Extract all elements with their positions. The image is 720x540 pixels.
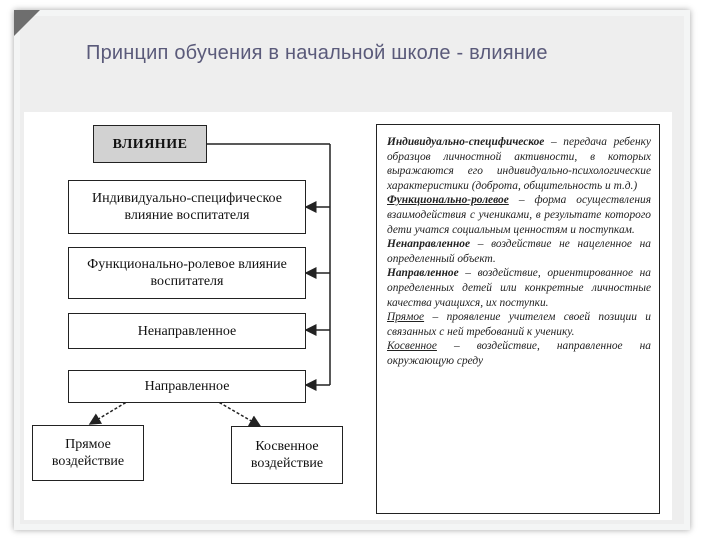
definition-6: Косвенное – воздействие, направленное на окружающую среду <box>387 340 651 367</box>
arrow-leaf-2 <box>215 400 260 426</box>
definition-3: Ненаправленное – воздействие не нацеленное на определенный объект. <box>387 238 651 265</box>
arrow-leaf-1 <box>90 400 130 424</box>
leaf-box-indirect: Косвенное воздействие <box>231 426 343 484</box>
definition-4: Направленное – воздействие, ориентированное на определенных детей или конкретные личностные качества учащихся, их поступки. <box>387 267 651 309</box>
slide-title: Принцип обучения в начальной школе - влияние <box>86 42 548 64</box>
definition-1: Индивидуально-специфическое – передача ребенку образцов личностной активности, в которых выражаются его индивидуально-психологические характеристики (доброта, общительность и т.д.) <box>387 136 651 192</box>
root-box: ВЛИЯНИЕ <box>93 125 207 163</box>
definition-2: Функционально-ролевое – форма осуществления взаимодействия с учениками, в результате которого дети учатся социальным ценностям и поступкам. <box>387 194 651 236</box>
diagram-item-3: Ненаправленное <box>68 313 306 349</box>
diagram-item-2: Функционально-ролевое влияние воспитателя <box>68 247 306 299</box>
definitions-panel <box>376 124 660 514</box>
leaf-box-direct: Прямое воздействие <box>32 425 144 481</box>
diagram-item-1: Индивидуально-специфическое влияние воспитателя <box>68 180 306 234</box>
diagram-item-4: Направленное <box>68 370 306 403</box>
definition-5: Прямое – проявление учителем своей позиции и связанных с ней требований к ученику. <box>387 311 651 338</box>
